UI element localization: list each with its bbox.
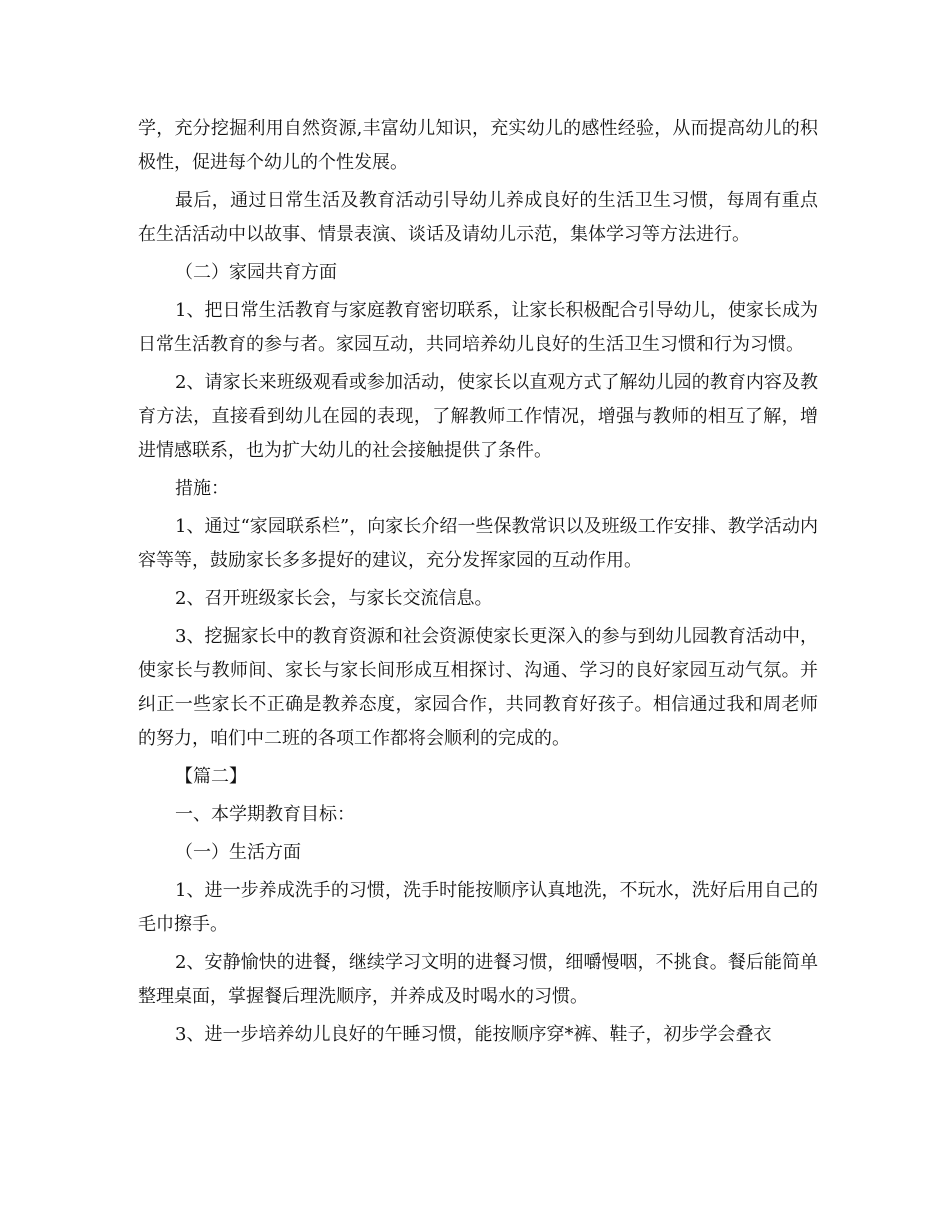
paragraph-4: 1、把日常生活教育与家庭教育密切联系，让家长积极配合引导幼儿，使家长成为日常生活教育的参与者。家园互动，共同培养幼儿良好的生活卫生习惯和行为习惯。 (138, 300, 818, 355)
measures-heading: 措施： (175, 478, 229, 499)
part-two-heading: 【篇二】 (175, 766, 247, 787)
document-body (138, 112, 818, 1056)
paragraph-14: 2、安静愉快的进餐，继续学习文明的进餐习惯，细嚼慢咽，不挑食。餐后能简单整理桌面，掌握餐后理洗顺序，并养成及时喝水的习惯。 (138, 952, 818, 1007)
paragraph-15: 3、进一步培养幼儿良好的午睡习惯，能按顺序穿*裤、鞋子，初步学会叠衣 (175, 1024, 772, 1045)
paragraph-2: 最后，通过日常生活及教育活动引导幼儿养成良好的生活卫生习惯，每周有重点在生活活动中以故事、情景表演、谈话及请幼儿示范，集体学习等方法进行。 (138, 190, 818, 245)
paragraph-9: 3、挖掘家长中的教育资源和社会资源使家长更深入的参与到幼儿园教育活动中，使家长与教师间、家长与家长间形成互相探讨、沟通、学习的良好家园互动气氛。并纠正一些家长不正确是教养态度，家园合作，共同教育好孩子。相信通过我和周老师的努力，咱们中二班的各项工作都将会顺利的完成的。 (138, 626, 818, 749)
paragraph-1: 学，充分挖掘利用自然资源,丰富幼儿知识，充实幼儿的感性经验，从而提高幼儿的积极性，促进每个幼儿的个性发展。 (138, 118, 818, 173)
paragraph-8: 2、召开班级家长会，与家长交流信息。 (175, 588, 493, 609)
paragraph-5: 2、请家长来班级观看或参加活动，使家长以直观方式了解幼儿园的教育内容及教育方法，直接看到幼儿在园的表现，了解教师工作情况，增强与教师的相互了解，增进情感联系，也为扩大幼儿的社会接触提供了条件。 (138, 372, 818, 461)
paragraph-13: 1、进一步养成洗手的习惯，洗手时能按顺序认真地洗，不玩水，洗好后用自己的毛巾擦手。 (138, 880, 818, 935)
paragraph-7: 1、通过“家园联系栏”，向家长介绍一些保教常识以及班级工作安排、教学活动内容等等，鼓励家长多多提好的建议，充分发挥家园的互动作用。 (138, 516, 818, 571)
life-aspect-heading: （一）生活方面 (175, 842, 301, 863)
section-heading-home-school: （二）家园共育方面 (175, 262, 337, 283)
goals-heading: 一、本学期教育目标： (175, 804, 355, 825)
